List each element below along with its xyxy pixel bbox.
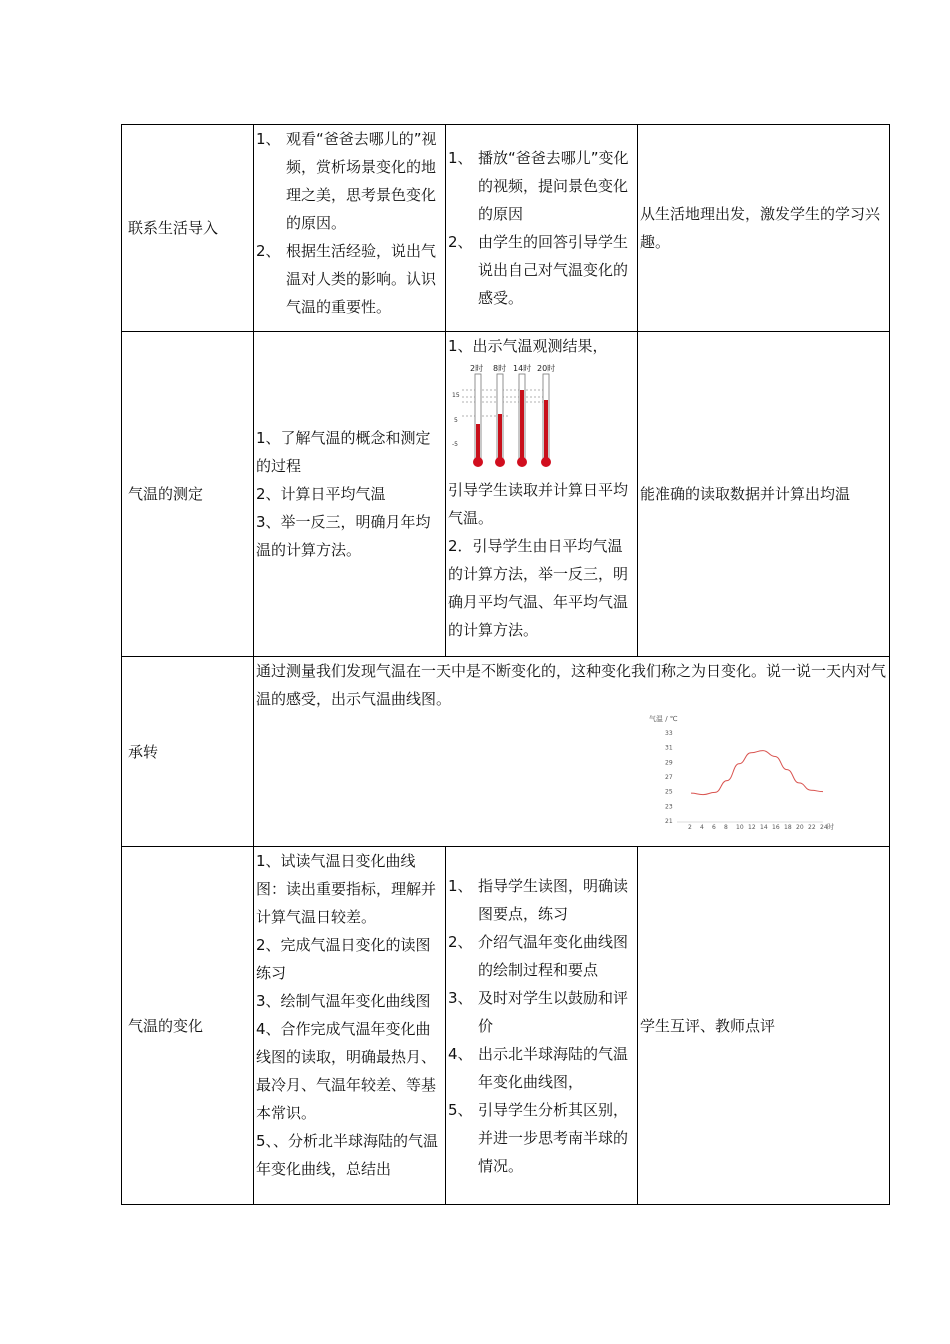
stage-cell: 气温的测定 — [122, 332, 254, 657]
intent-cell: 能准确的读取数据并计算出均温 — [638, 332, 890, 657]
stage-cell: 承转 — [122, 657, 254, 847]
x-tick-label: 16 — [772, 824, 780, 831]
x-tick-label: 18 — [784, 824, 792, 831]
list-item: 1、 指导学生读图，明确读图要点，练习 — [448, 876, 629, 923]
y-tick-label: 33 — [665, 730, 673, 737]
row-change — [122, 847, 890, 1205]
y-tick-label: 29 — [665, 759, 673, 767]
student-activity-cell — [254, 847, 446, 1205]
list-item: 引导学生读取并计算日平均气温。 — [448, 481, 629, 527]
x-tick-label: 10 — [736, 824, 744, 831]
thermo-scale-label: 15 — [452, 392, 460, 399]
list-item: 4、合作完成气温年变化曲线图的读取，明确最热月、最冷月、气温年较差、等基本常识。 — [256, 1020, 437, 1122]
student-activity-cell — [254, 332, 446, 657]
list-item: 2、 介绍气温年变化曲线图的绘制过程和要点 — [448, 932, 629, 979]
list-item: 2、 由学生的回答引导学生说出自己对气温变化的感受。 — [448, 233, 629, 307]
list-item: 1、试读气温日变化曲线图：读出重要指标，理解并计算气温日较差。 — [256, 852, 437, 926]
x-tick-label: 6 — [712, 824, 716, 831]
y-tick-label: 25 — [665, 788, 673, 796]
thermometer-20 — [537, 364, 555, 467]
intent-cell: 学生互评、教师点评 — [638, 847, 890, 1205]
transition-cell — [254, 657, 890, 847]
list-item: 2、计算日平均气温 — [256, 485, 386, 503]
temperature-series-line — [691, 751, 823, 795]
x-tick-label: 24 — [820, 824, 828, 831]
list-item: 1、 播放“爸爸去哪儿”变化的视频，提问景色变化的原因 — [448, 149, 629, 223]
x-tick-label: 22 — [808, 824, 816, 831]
y-axis-label: 气温 / ℃ — [649, 715, 678, 723]
thermometer-figure — [450, 364, 570, 472]
svg-text:20时: 20时 — [537, 364, 556, 373]
teacher-activity-cell — [446, 332, 638, 657]
list-item: 2．引导学生由日平均气温的计算方法，举一反三，明确月平均气温、年平均气温的计算方法。 — [448, 537, 629, 639]
thermo-scale-label: 5 — [454, 417, 458, 424]
list-item: 1、 观看“爸爸去哪儿的”视频，赏析场景变化的地理之美，思考景色变化的原因。 — [256, 130, 437, 232]
svg-text:8时: 8时 — [493, 364, 507, 373]
transition-text: 通过测量我们发现气温在一天中是不断变化的，这种变化我们称之为日变化。说一说一天内对气温的感受，出示气温曲线图。 — [256, 662, 887, 708]
list-item: 2、 根据生活经验，说出气温对人类的影响。认识气温的重要性。 — [256, 242, 437, 316]
list-item: 4、 出示北半球海陆的气温年变化曲线图， — [448, 1044, 629, 1091]
list-item: 3、 及时对学生以鼓励和评价 — [448, 988, 629, 1035]
teacher-activity-cell — [446, 847, 638, 1205]
stage-cell: 联系生活导入 — [122, 125, 254, 332]
row-intro — [122, 125, 890, 332]
daily-temperature-chart — [647, 713, 847, 841]
list-item: 5、 引导学生分析其区别，并进一步思考南半球的情况。 — [448, 1100, 629, 1175]
row-measurement — [122, 332, 890, 657]
x-tick-label: 4 — [700, 824, 704, 831]
svg-text:14时: 14时 — [513, 364, 532, 373]
lesson-plan-table — [121, 124, 890, 1205]
thermometer-8 — [493, 364, 506, 467]
row-transition — [122, 657, 890, 847]
stage-cell: 气温的变化 — [122, 847, 254, 1205]
x-axis-label: 时 — [827, 823, 834, 831]
list-item: 3、举一反三，明确月年均温的计算方法。 — [256, 513, 431, 559]
intent-cell: 从生活地理出发，激发学生的学习兴趣。 — [638, 125, 890, 332]
list-item: 1、出示气温观测结果， — [448, 337, 608, 355]
y-tick-label: 23 — [665, 803, 673, 811]
y-tick-label: 31 — [665, 744, 673, 752]
student-activity-cell — [254, 125, 446, 332]
teacher-activity-cell — [446, 125, 638, 332]
list-item: 5、、分析北半球海陆的气温年变化曲线，总结出 — [256, 1132, 439, 1178]
svg-text:2时: 2时 — [470, 364, 484, 373]
x-tick-label: 12 — [748, 824, 756, 831]
thermometer-14 — [513, 364, 531, 467]
list-item: 3、绘制气温年变化曲线图 — [256, 992, 431, 1010]
x-tick-label: 2 — [688, 824, 692, 831]
y-tick-label: 27 — [665, 774, 673, 781]
thermometer-2 — [470, 364, 483, 467]
list-item: 1、了解气温的概念和测定的过程 — [256, 429, 431, 475]
x-tick-label: 8 — [724, 824, 728, 831]
thermo-scale-label: -5 — [452, 441, 458, 448]
x-tick-label: 14 — [760, 824, 768, 831]
y-tick-label: 21 — [665, 818, 673, 825]
list-item: 2、完成气温日变化的读图练习 — [256, 936, 431, 982]
x-tick-label: 20 — [796, 824, 804, 831]
